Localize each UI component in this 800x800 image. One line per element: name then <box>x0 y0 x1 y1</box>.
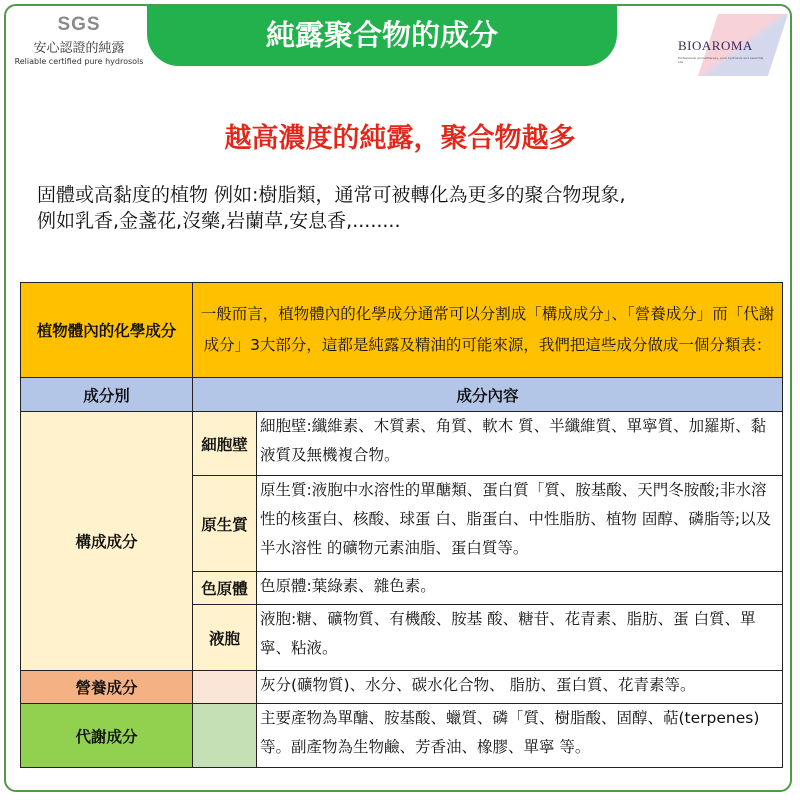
nutrition-text: 灰分(礦物質)、水分、碳水化合物、 脂肪、蛋白質、花青素等。 <box>257 671 783 704</box>
group-nutrition-label: 營養成分 <box>21 671 193 704</box>
row-text: 原生質:液胞中水溶性的單醣類、蛋白質「質、胺基酸、天門冬胺酸;非水溶性的核蛋白、核酸、球蛋 白、脂蛋白、中性脂肪、植物 固醇、磷脂等;以及半水溶性 的礦物元素油脂、蛋白質等。 <box>257 476 783 572</box>
table-row <box>21 704 783 768</box>
metabolic-text: 主要產物為單醣、胺基酸、蠟質、磷「質、樹脂酸、固醇、萜(terpenes)等。副產物為生物鹼、芳香油、橡膠、單寧 等。 <box>257 704 783 768</box>
row-label: 色原體 <box>193 572 257 605</box>
headline: 越高濃度的純露，聚合物越多 <box>224 123 576 154</box>
row-text: 液胞:糖、礦物質、有機酸、胺基 酸、糖苷、花青素、脂肪、蛋 白質、單寧、粘液。 <box>257 605 783 671</box>
title-banner <box>147 6 617 66</box>
components-table <box>20 282 783 768</box>
table-row <box>21 378 783 412</box>
table-row <box>21 412 783 476</box>
nutrition-spacer <box>193 671 257 704</box>
bioaroma-subtext: Professional aromatherapy, pure hydrosols and essential oils <box>678 56 764 64</box>
row-label: 原生質 <box>193 476 257 572</box>
page-title: 純露聚合物的成分 <box>265 18 498 52</box>
table-row <box>21 283 783 378</box>
logo-tagline-en: Reliable certified pure hydrosols <box>14 57 144 66</box>
metabolic-spacer <box>193 704 257 768</box>
row-text: 細胞壁:纖維素、木質素、角質、軟木 質、半纖維質、單寧質、加羅斯、黏液質及無機複合物。 <box>257 412 783 476</box>
table-row <box>21 671 783 704</box>
group-structure-label: 構成成分 <box>21 412 193 671</box>
row-label: 液胞 <box>193 605 257 671</box>
column-header-content: 成分內容 <box>193 378 783 412</box>
column-header-category: 成分別 <box>21 378 193 412</box>
logo-tagline-cn: 安心認證的純露 <box>33 41 125 56</box>
bioaroma-brand: BIOAROMA <box>678 38 753 53</box>
sgs-brand: SGS <box>57 14 101 35</box>
row-text: 色原體:葉綠素、雜色素。 <box>257 572 783 605</box>
header-label: 植物體內的化學成分 <box>21 283 193 378</box>
intro-line-1: 固體或高黏度的植物 例如:樹脂類，通常可被轉化為更多的聚合物現象, <box>37 184 626 206</box>
header-description: 一般而言，植物體內的化學成分通常可以分割成「構成成分」、「營養成分」而「代謝成分」3大部分，這都是純露及精油的可能來源，我們把這些成分做成一個分類表： <box>193 283 783 378</box>
group-metabolic-label: 代謝成分 <box>21 704 193 768</box>
intro-paragraph <box>37 182 767 234</box>
sgs-logo <box>14 14 144 66</box>
intro-line-2: 例如乳香,金盞花,沒藥,岩蘭草,安息香,........ <box>37 210 401 232</box>
bioaroma-logo <box>668 14 778 76</box>
row-label: 細胞壁 <box>193 412 257 476</box>
